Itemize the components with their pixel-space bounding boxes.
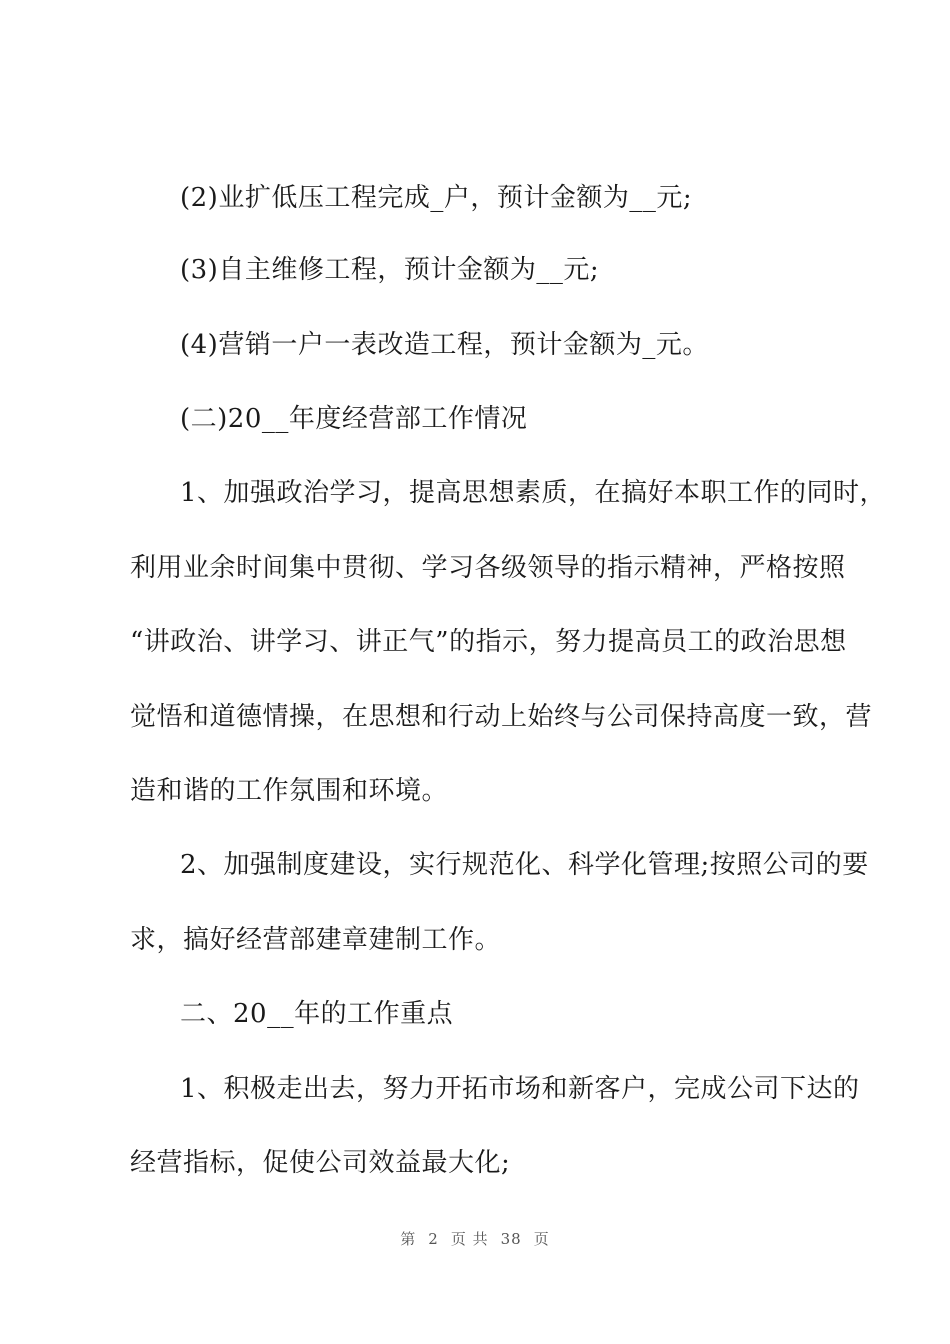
page-footer <box>0 1228 950 1249</box>
paragraph-line: (3)自主维修工程，预计金额为__元; <box>180 255 600 285</box>
paragraph-line: 经营指标，促使公司效益最大化; <box>130 1148 511 1178</box>
footer-total-pages: 38 <box>500 1230 522 1248</box>
paragraph-line: 求，搞好经营部建章建制工作。 <box>130 925 502 955</box>
footer-middle: 页 共 <box>450 1230 489 1248</box>
section-heading: (二)20__年度经营部工作情况 <box>180 404 528 434</box>
footer-prefix: 第 <box>400 1230 417 1248</box>
footer-suffix: 页 <box>533 1230 550 1248</box>
paragraph-line: (2)业扩低压工程完成_户，预计金额为__元; <box>180 183 693 213</box>
footer-current-page: 2 <box>428 1230 439 1248</box>
paragraph-line: “讲政治、讲学习、讲正气”的指示，努力提高员工的政治思想 <box>130 627 847 657</box>
paragraph-line: (4)营销一户一表改造工程，预计金额为_元。 <box>180 330 709 360</box>
paragraph-line: 造和谐的工作氛围和环境。 <box>130 776 449 806</box>
section-heading: 二、20__年的工作重点 <box>180 999 454 1029</box>
paragraph-line: 2、加强制度建设，实行规范化、科学化管理;按照公司的要 <box>180 850 869 880</box>
paragraph-line: 1、积极走出去，努力开拓市场和新客户，完成公司下达的 <box>180 1074 860 1104</box>
paragraph-line: 觉悟和道德情操，在思想和行动上始终与公司保持高度一致，营 <box>130 702 873 732</box>
paragraph-line: 1、加强政治学习，提高思想素质，在搞好本职工作的同时， <box>180 478 887 508</box>
paragraph-line: 利用业余时间集中贯彻、学习各级领导的指示精神，严格按照 <box>130 553 846 583</box>
